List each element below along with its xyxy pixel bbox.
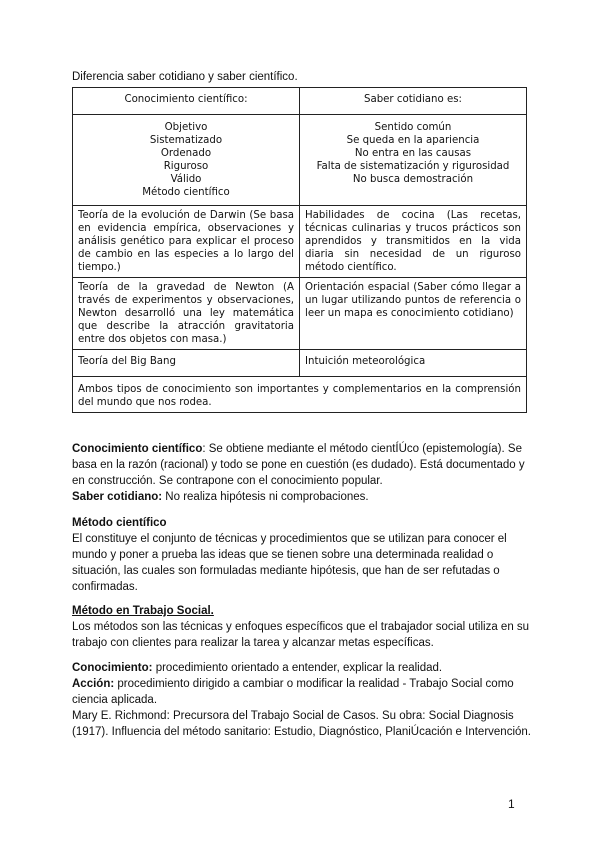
trait-everyday: No entra en las causas <box>354 148 472 159</box>
section-conocimiento-accion <box>72 660 532 740</box>
table-row <box>73 206 527 278</box>
header-everyday: Saber cotidiano es: <box>300 88 527 115</box>
trait-everyday: Sentido común <box>374 122 452 133</box>
section-metodo-cientifico <box>72 515 532 595</box>
table-row <box>73 350 527 377</box>
trait-scientific: Objetivo <box>164 122 208 133</box>
term-saber-cotidiano: Saber cotidiano: <box>72 491 163 503</box>
term-conocimiento: Conocimiento: <box>72 662 153 674</box>
row-scientific-cell: Teoría de la evolución de Darwin (Se basa en evidencia empírica, observaciones y análisis genético para explicar el proceso de cambio en las especies a lo largo del tiempo.) <box>73 206 300 278</box>
row-scientific-cell: Teoría del Big Bang <box>73 350 300 377</box>
header-scientific: Conocimiento científico: <box>73 88 300 115</box>
table-footer-row <box>73 377 527 413</box>
trait-everyday: Se queda en la apariencia <box>346 135 480 146</box>
trait-scientific: Ordenado <box>160 148 212 159</box>
trait-everyday: No busca demostración <box>352 174 474 185</box>
table-footer: Ambos tipos de conocimiento son importantes y complementarios en la comprensión del mundo que nos rodea. <box>73 377 527 413</box>
row-everyday-cell: Habilidades de cocina (Las recetas, técnicas culinarias y trucos prácticos son aprendidos y transmitidos en la vida diaria sin necesidad de un riguroso método científico. <box>300 206 527 278</box>
term-accion: Acción: <box>72 678 115 690</box>
text-metodo-trabajo-social: Los métodos son las técnicas y enfoques específicos que el trabajador social utiliza en su trabajo con clientes para realizar la tarea y alcanzar metas específicas. <box>72 621 530 649</box>
trait-scientific: Sistematizado <box>149 135 223 146</box>
table-header-row <box>73 88 527 115</box>
text-saber-cotidiano: No realiza hipótesis ni comprobaciones. <box>162 491 369 503</box>
heading-metodo-trabajo-social: Método en Trabajo Social. <box>72 605 214 617</box>
text-conocimiento-cientifico: : Se obtiene mediante el método cientÍÚco (epistemología). Se basa en la razón (racional) y todo se pone en cuestión (es dudado). Está documentado y en construcción. Se contrapone con el conocimiento popular. <box>72 443 525 487</box>
heading-metodo-cientifico: Método científico <box>72 517 167 529</box>
row-everyday-cell: Orientación espacial (Saber cómo llegar a un lugar utilizando puntos de referencia o leer un mapa es conocimiento cotidiano) <box>300 278 527 350</box>
text-accion: procedimiento dirigido a cambiar o modificar la realidad - Trabajo Social como ciencia aplicada. <box>72 678 514 706</box>
trait-scientific: Riguroso <box>163 161 209 172</box>
text-conocimiento: procedimiento orientado a entender, explicar la realidad. <box>152 662 443 674</box>
traits-scientific <box>73 115 300 206</box>
term-conocimiento-cientifico: Conocimiento científico <box>72 443 203 455</box>
trait-scientific: Método científico <box>142 187 230 198</box>
traits-row <box>73 115 527 206</box>
trait-scientific: Válido <box>170 174 202 185</box>
page-title: Diferencia saber cotidiano y saber científico. <box>72 71 298 83</box>
comparison-table <box>72 87 527 413</box>
row-everyday-cell: Intuición meteorológica <box>300 350 527 377</box>
text-metodo-cientifico: El constituye el conjunto de técnicas y procedimientos que se utilizan para conocer el mundo y poner a prueba las ideas que se tienen sobre una determinada realidad o situación, las cuales son formuladas mediante hipótesis, que han de ser refutadas o confirmadas. <box>72 533 507 593</box>
trait-everyday: Falta de sistematización y rigurosidad <box>316 161 510 172</box>
row-scientific-cell: Teoría de la gravedad de Newton (A través de experimentos y observaciones, Newton desarrolló una ley matemática que describe la atracción gravitatoria entre dos objetos con masa.) <box>73 278 300 350</box>
section-conocimiento-cientifico <box>72 441 532 505</box>
section-metodo-trabajo-social <box>72 603 532 651</box>
table-row <box>73 278 527 350</box>
traits-everyday <box>300 115 527 206</box>
page-number: 1 <box>508 797 515 811</box>
text-richmond: Mary E. Richmond: Precursora del Trabajo Social de Casos. Su obra: Social Diagnosis (1917). Influencia del método sanitario: Estudio, Diagnóstico, PlaniÚcación e Intervención. <box>72 710 531 738</box>
